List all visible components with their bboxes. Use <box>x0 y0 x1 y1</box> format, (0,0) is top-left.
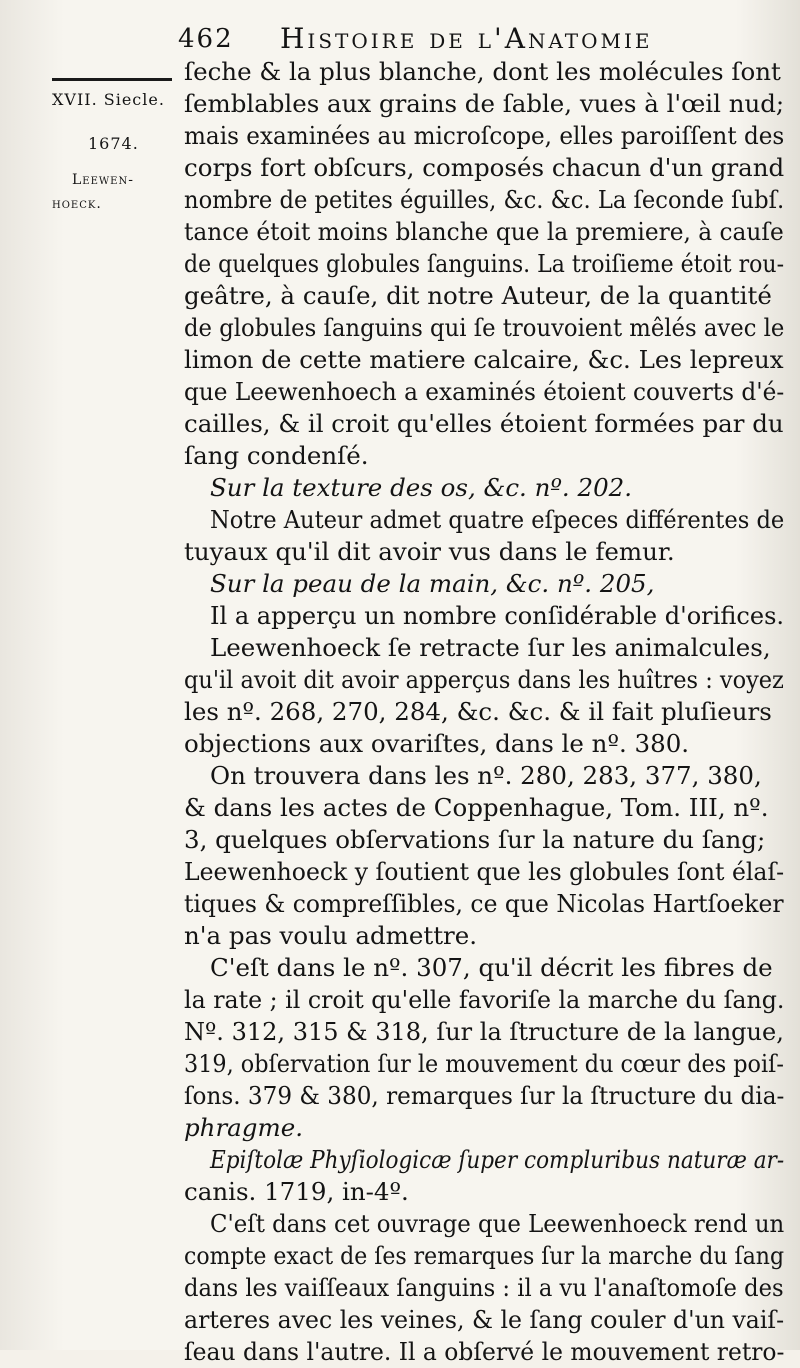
text-line: compte exact de ſes remarques ſur la marche du ſang <box>184 1241 785 1270</box>
text-line: ſeau dans l'autre. Il a obſervé le mouvement retro- <box>184 1337 785 1366</box>
text-line: que Leewenhoech a examinés étoient couverts d'é- <box>184 377 785 406</box>
text-line: Leewenhoeck ſe retracte ſur les animalcules, <box>210 633 771 662</box>
page-number: 462 <box>178 24 234 54</box>
margin-century: XVII. Siecle. <box>52 90 165 109</box>
text-line: Nº. 312, 315 & 318, ſur la ſtructure de la langue, <box>184 1017 784 1046</box>
text-line: C'eſt dans le nº. 307, qu'il décrit les fibres de <box>210 953 773 982</box>
text-line: phragme. <box>184 1113 303 1142</box>
running-title: Histoire de l'Anatomie <box>280 22 653 55</box>
text-line: cailles, & il croit qu'elles étoient formées par du <box>184 409 784 438</box>
text-line: tuyaux qu'il dit avoir vus dans le femur. <box>184 537 675 566</box>
margin-author-line-2: hoeck. <box>52 196 102 212</box>
text-line: objections aux ovariſtes, dans le nº. 380. <box>184 729 690 758</box>
margin-author-line-1: Leewen- <box>72 172 134 188</box>
text-line: nombre de petites éguilles, &c. &c. La ſeconde ſubſ. <box>184 185 785 214</box>
text-line: n'a pas voulu admettre. <box>184 921 478 950</box>
section-heading: Sur la peau de la main, &c. nº. 205, <box>210 569 655 598</box>
margin-year: 1674. <box>88 134 139 153</box>
text-line: dans les vaiſſeaux ſanguins : il a vu l'anaſtomoſe des <box>184 1273 784 1302</box>
text-line: de globules ſanguins qui ſe trouvoient mêlés avec le <box>184 313 785 342</box>
text-line: les nº. 268, 270, 284, &c. &c. & il fait pluſieurs <box>184 697 772 726</box>
text-line: ſons. 379 & 380, remarques ſur la ſtructure du dia- <box>184 1081 785 1110</box>
running-header <box>178 18 778 58</box>
text-line: ſang condenſé. <box>184 441 369 470</box>
text-line: arteres avec les veines, & le ſang couler d'un vaiſ- <box>184 1305 785 1334</box>
text-line: de quelques globules ſanguins. La troiſieme étoit rou- <box>184 249 785 278</box>
text-line: Notre Auteur admet quatre eſpeces différentes de <box>210 505 785 534</box>
text-line: tance étoit moins blanche que la premiere, à cauſe <box>184 217 784 246</box>
text-line: & dans les actes de Coppenhague, Tom. III, nº. <box>184 793 769 822</box>
text-line: On trouvera dans les nº. 280, 283, 377, 380, <box>210 761 762 790</box>
section-heading: Epiſtolæ Phyſiologicæ ſuper compluribus naturæ ar- <box>210 1145 785 1174</box>
text-line: Leewenhoeck y ſoutient que les globules ſont élaſ- <box>184 857 785 886</box>
section-heading: Sur la texture des os, &c. nº. 202. <box>210 473 633 502</box>
text-line: mais examinées au microſcope, elles paroiſſent des <box>184 121 785 150</box>
text-line: 3, quelques obſervations ſur la nature du ſang; <box>184 825 766 854</box>
text-line: la rate ; il croit qu'elle favoriſe la marche du ſang. <box>184 985 785 1014</box>
text-line: 319, obſervation ſur le mouvement du cœur des poiſ- <box>184 1049 784 1078</box>
text-line: qu'il avoit dit avoir apperçus dans les huîtres : voyez <box>184 665 784 694</box>
text-line: canis. 1719, in-4º. <box>184 1177 409 1206</box>
text-line: geâtre, à cauſe, dit notre Auteur, de la quantité <box>184 281 772 310</box>
text-line: tiques & compreſſibles, ce que Nicolas Hartſoeker <box>184 889 784 918</box>
margin-rule <box>52 78 172 81</box>
text-line: Il a apperçu un nombre conſidérable d'orifices. <box>210 601 785 630</box>
text-line: limon de cette matiere calcaire, &c. Les lepreux <box>184 345 784 374</box>
text-line: corps fort obſcurs, composés chacun d'un grand <box>184 153 785 182</box>
text-line: ſemblables aux grains de ſable, vues à l'œil nud; <box>184 89 785 118</box>
text-line: ſeche & la plus blanche, dont les molécules ſont <box>184 57 781 86</box>
text-line: C'eſt dans cet ouvrage que Leewenhoeck rend un <box>210 1209 785 1238</box>
